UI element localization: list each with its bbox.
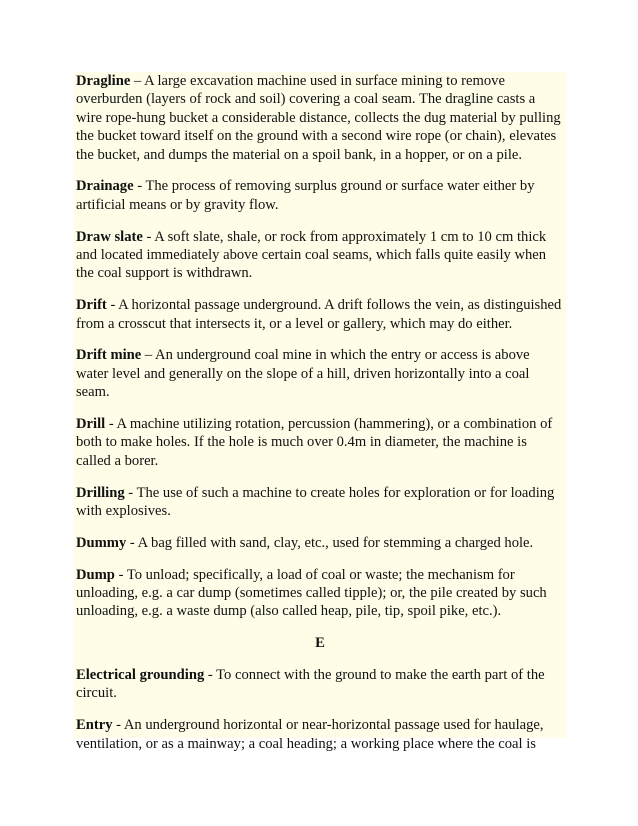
glossary-entry-entry — [74, 716, 566, 753]
term-separator: - — [133, 178, 146, 195]
glossary-definition: To connect with the ground to make the earth part of the circuit. — [76, 667, 545, 702]
glossary-definition: A machine utilizing rotation, percussion (hammering), or a combination of both to make holes. If the hole is much over 0.4m in diameter, the machine is called a borer. — [76, 416, 553, 469]
glossary-definition: To unload; specifically, a load of coal or waste; the mechanism for unloading, e.g. a car dump (sometimes called tipple); or, the pile created by such unloading, e.g. a waste dump (also called heap, pile, tip, spoil pike, etc.). — [76, 566, 547, 620]
glossary-term: Drilling — [76, 484, 125, 501]
glossary-term: Drift — [76, 297, 107, 314]
term-separator: - — [204, 667, 217, 684]
term-separator: - — [126, 534, 138, 551]
glossary-entry-drainage — [74, 177, 566, 214]
glossary-definition: A horizontal passage underground. A drift follows the vein, as distinguished from a crosscut that intersects it, or a level or gallery, which may do either. — [76, 297, 562, 332]
term-separator: - — [106, 297, 119, 314]
glossary-term: Entry — [76, 717, 113, 734]
glossary-content — [74, 72, 566, 752]
glossary-definition: A soft slate, shale, or rock from approximately 1 cm to 10 cm thick and located immediately above certain coal seams, which falls quite easily when the coal support is withdrawn. — [76, 228, 547, 282]
glossary-entry-electrical-grounding — [74, 666, 566, 703]
glossary-term: Draw slate — [76, 228, 143, 245]
glossary-term: Dragline — [76, 73, 131, 89]
glossary-entry-drilling — [74, 484, 566, 521]
glossary-entry-drift — [74, 296, 566, 333]
glossary-term: Drift mine — [76, 347, 142, 364]
glossary-entry-drill — [74, 415, 566, 470]
glossary-definition: An underground horizontal or near-horizontal passage used for haulage, ventilation, or as a mainway; a coal heading; a working place where the coal is — [76, 717, 544, 752]
glossary-term: Electrical grounding — [76, 667, 205, 684]
glossary-term: Dummy — [76, 534, 127, 551]
term-separator: - — [124, 484, 137, 501]
glossary-term: Dump — [76, 566, 115, 583]
term-separator: – — [130, 73, 145, 89]
term-separator: - — [105, 416, 117, 433]
term-separator: - — [142, 228, 155, 245]
section-letter-heading: E — [315, 635, 325, 652]
glossary-entry-drift-mine — [74, 346, 566, 401]
term-separator: - — [112, 717, 124, 734]
glossary-term: Drainage — [76, 178, 134, 195]
glossary-term: Drill — [76, 416, 106, 433]
glossary-entry-draw-slate — [74, 228, 566, 283]
glossary-definition: The process of removing surplus ground or surface water either by artificial means or by gravity flow. — [76, 178, 535, 213]
glossary-definition: The use of such a machine to create holes for exploration or for loading with explosives. — [76, 484, 555, 520]
glossary-definition: An underground coal mine in which the entry or access is above water level and generally on the slope of a hill, driven horizontally into a coal seam. — [76, 347, 530, 401]
glossary-definition: A large excavation machine used in surface mining to remove overburden (layers of rock and soil) covering a coal seam. The dragline casts a wire rope-hung bucket a considerable distance, collects the dug material by pulling the bucket toward itself on the ground with a second wire rope (or chain), elevates the bucket, and dumps the material on a spoil bank, in a hopper, or on a pile. — [76, 73, 561, 163]
term-separator: - — [114, 566, 127, 583]
glossary-entry-dump — [74, 566, 566, 621]
term-separator: – — [141, 347, 156, 364]
glossary-definition: A bag filled with sand, clay, etc., used for stemming a charged hole. — [137, 534, 534, 551]
glossary-entry-dummy — [74, 534, 566, 552]
glossary-entry-dragline — [74, 72, 566, 164]
